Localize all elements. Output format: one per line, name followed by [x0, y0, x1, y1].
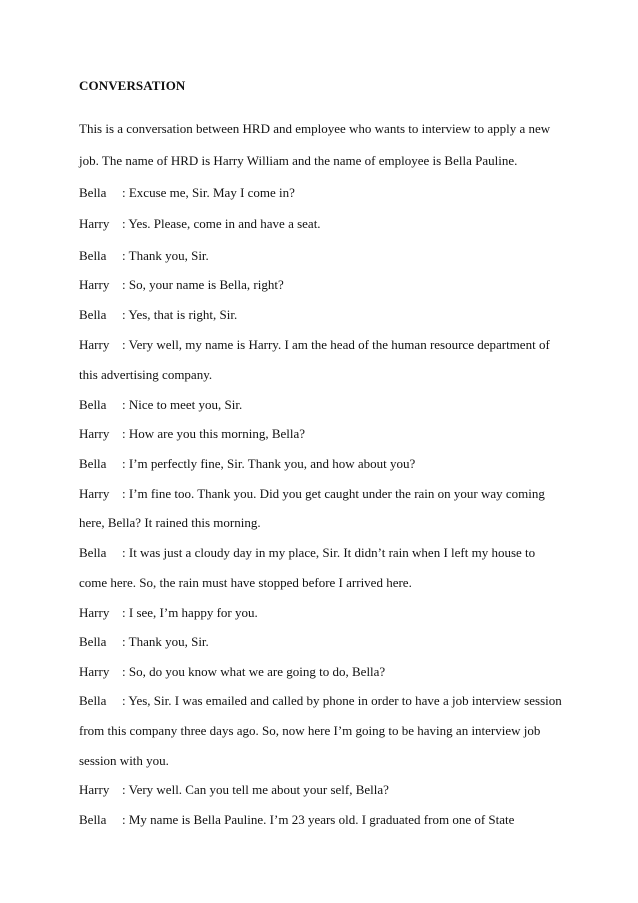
dialogue-line: [79, 307, 559, 325]
speaker-name: Harry: [79, 337, 110, 352]
dialogue-line: [79, 248, 559, 266]
dialogue-text: : Very well, my name is Harry. I am the head of the human resource department of: [122, 337, 550, 352]
dialogue-line: [79, 782, 559, 800]
speaker-name: Bella: [79, 307, 107, 322]
speaker-name: Bella: [79, 185, 107, 200]
dialogue-line: [79, 456, 559, 474]
speaker-name: Harry: [79, 664, 110, 679]
speaker-name: Bella: [79, 693, 107, 708]
dialogue-continuation: come here. So, the rain must have stopped before I arrived here.: [79, 575, 412, 590]
speaker-name: Harry: [79, 486, 110, 501]
dialogue-line: [79, 545, 559, 563]
dialogue-line: [79, 486, 559, 504]
dialogue-text: : I’m fine too. Thank you. Did you get caught under the rain on your way coming: [122, 486, 545, 501]
dialogue-line: [79, 185, 559, 203]
dialogue-line: [79, 664, 559, 682]
dialogue-text: : Thank you, Sir.: [122, 248, 209, 263]
speaker-name: Harry: [79, 782, 110, 797]
speaker-name: Bella: [79, 545, 107, 560]
dialogue-line: [79, 277, 559, 295]
intro-line-2: job. The name of HRD is Harry William and the name of employee is Bella Pauline.: [79, 153, 518, 168]
dialogue-text: : My name is Bella Pauline. I’m 23 years old. I graduated from one of State: [122, 812, 515, 827]
dialogue-text: : Excuse me, Sir. May I come in?: [122, 185, 295, 200]
document-title: CONVERSATION: [79, 78, 186, 93]
intro-line-1: This is a conversation between HRD and employee who wants to interview to apply a new: [79, 121, 551, 136]
dialogue-text: : I see, I’m happy for you.: [122, 605, 258, 620]
dialogue-continuation: here, Bella? It rained this morning.: [79, 515, 261, 530]
dialogue-text: : Yes, that is right, Sir.: [122, 307, 238, 322]
dialogue-line: [79, 634, 559, 652]
dialogue-text: : So, do you know what we are going to do, Bella?: [122, 664, 386, 679]
dialogue-line: [79, 426, 559, 444]
dialogue-line: [79, 605, 559, 623]
dialogue-text: : I’m perfectly fine, Sir. Thank you, and how about you?: [122, 456, 416, 471]
dialogue-text: : How are you this morning, Bella?: [122, 426, 306, 441]
speaker-name: Harry: [79, 216, 110, 231]
speaker-name: Bella: [79, 812, 107, 827]
dialogue-continuation: session with you.: [79, 753, 169, 768]
dialogue-text: : Nice to meet you, Sir.: [122, 397, 243, 412]
speaker-name: Bella: [79, 634, 107, 649]
dialogue-line: [79, 216, 559, 234]
dialogue-line: [79, 337, 559, 355]
dialogue-text: : Yes, Sir. I was emailed and called by phone in order to have a job interview session: [122, 693, 562, 708]
speaker-name: Bella: [79, 248, 107, 263]
speaker-name: Harry: [79, 277, 110, 292]
speaker-name: Harry: [79, 426, 110, 441]
dialogue-line: [79, 397, 559, 415]
dialogue-text: : Yes. Please, come in and have a seat.: [122, 216, 321, 231]
dialogue-line: [79, 812, 559, 830]
speaker-name: Bella: [79, 456, 107, 471]
speaker-name: Harry: [79, 605, 110, 620]
speaker-name: Bella: [79, 397, 107, 412]
dialogue-text: : Thank you, Sir.: [122, 634, 209, 649]
dialogue-line: [79, 693, 562, 711]
dialogue-text: : Very well. Can you tell me about your self, Bella?: [122, 782, 389, 797]
dialogue-continuation: from this company three days ago. So, now here I’m going to be having an interview job: [79, 723, 541, 738]
dialogue-text: : It was just a cloudy day in my place, Sir. It didn’t rain when I left my house to: [122, 545, 536, 560]
dialogue-text: : So, your name is Bella, right?: [122, 277, 284, 292]
dialogue-continuation: this advertising company.: [79, 367, 213, 382]
